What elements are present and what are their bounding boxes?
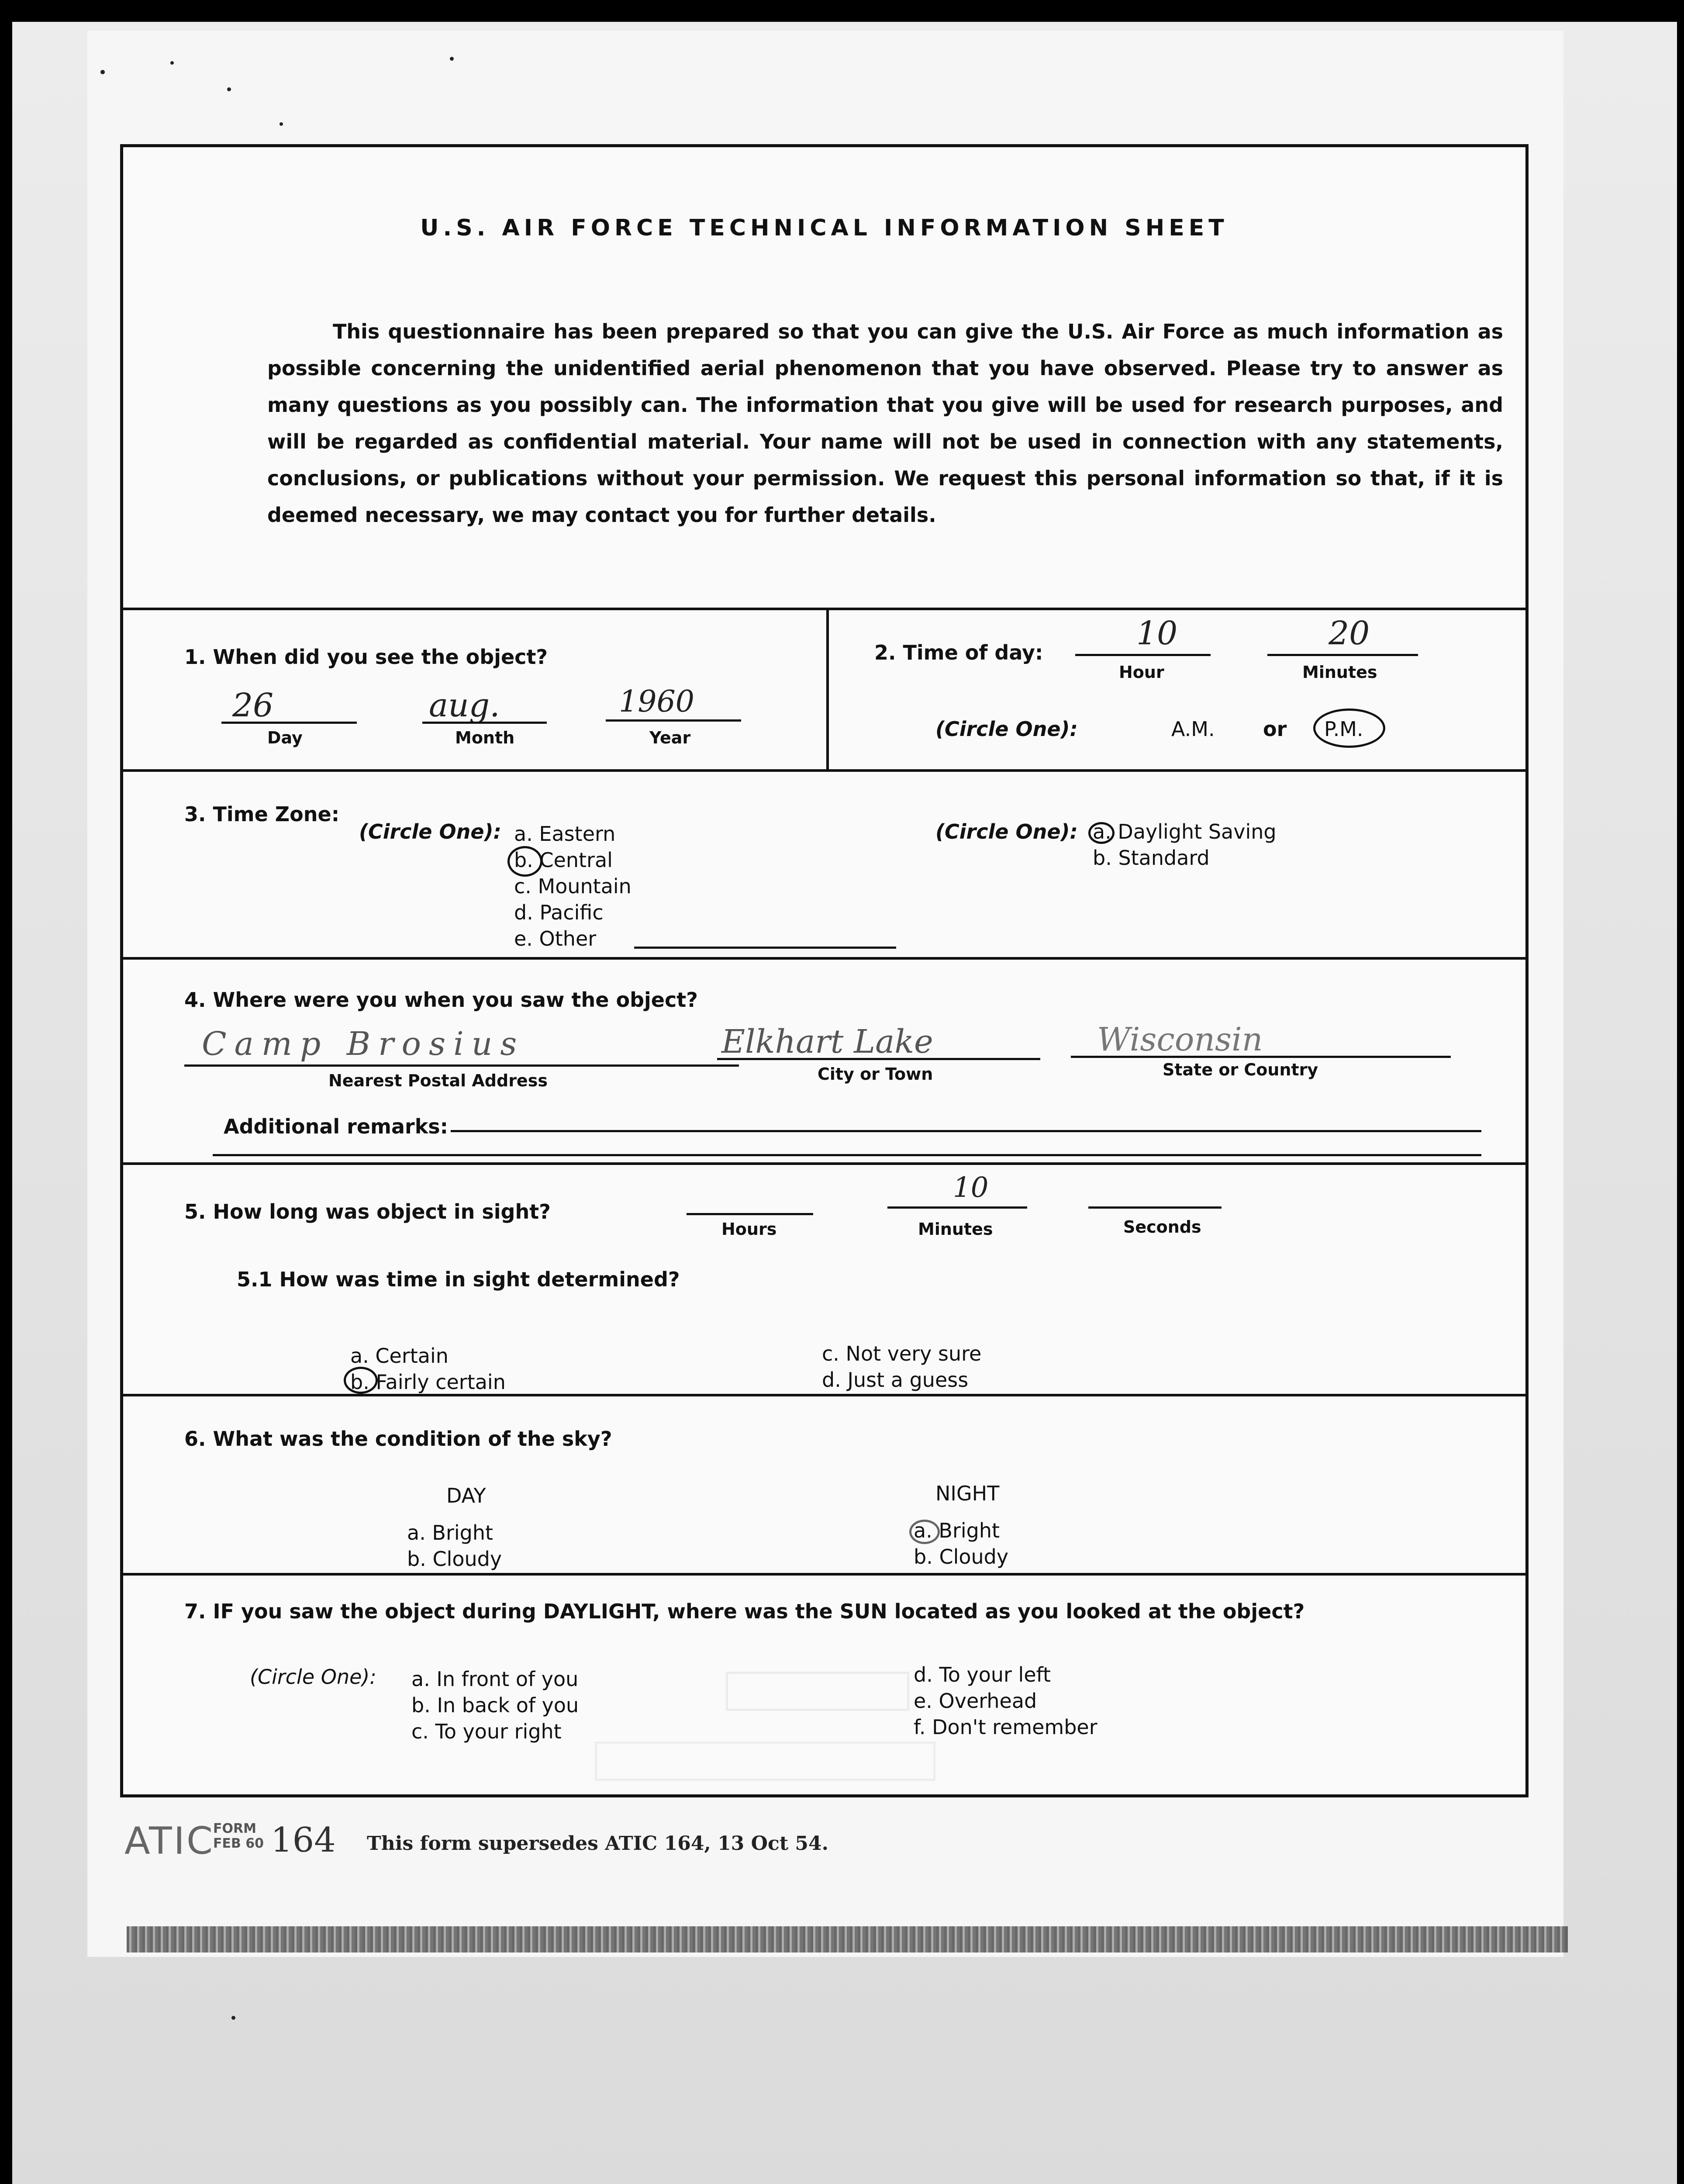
q4-remarks-line-1[interactable] — [451, 1130, 1481, 1132]
q1-year-line — [606, 719, 741, 722]
speck — [231, 2016, 235, 2020]
q2-hour-label: Hour — [1119, 663, 1164, 682]
q2-pm[interactable]: P.M. — [1324, 717, 1363, 741]
speck — [450, 57, 454, 61]
q6-question: 6. What was the condition of the sky? — [184, 1427, 612, 1451]
q3-circle-one: (Circle One): — [359, 820, 501, 843]
speck — [170, 61, 174, 65]
q4-remarks-label: Additional remarks: — [224, 1115, 449, 1138]
q6-section — [123, 1396, 1525, 1576]
q1-year-label: Year — [649, 728, 691, 747]
speck — [227, 87, 231, 91]
q1-day-value[interactable]: 26 — [232, 687, 274, 724]
q5-sub-question: 5.1 How was time in sight determined? — [237, 1268, 680, 1291]
q3-option-other[interactable]: e. Other — [514, 927, 597, 950]
speck — [100, 70, 105, 74]
q4-city-label: City or Town — [818, 1064, 933, 1084]
q5-section — [123, 1165, 1525, 1396]
q5-option-not-very-sure[interactable]: c. Not very sure — [822, 1342, 982, 1365]
q7-option-left[interactable]: d. To your left — [914, 1663, 1051, 1686]
q7-section — [123, 1576, 1525, 1800]
q5-seconds-line — [1088, 1206, 1222, 1209]
divider — [826, 610, 829, 769]
q3-circle-one-2: (Circle One): — [935, 820, 1078, 843]
fairly-certain-circle-mark — [344, 1367, 378, 1394]
footer-form-label — [213, 1821, 264, 1851]
intro-paragraph: This questionnaire has been prepared so that you can give the U.S. Air Force as much information as possible concerning the unidentified aerial phenomenon that you have observed. Please try to answer as many questions as you possibly can. The information that you give will be used for research purposes, and will be regarded as confidential material. Your name will not be used in connection with any statements, conclusions, or publications without your permission. We request this personal information so that, if it is deemed necessary, we may contact you for further details. — [267, 320, 1503, 527]
form-title: U.S. AIR FORCE TECHNICAL INFORMATION SHEET — [420, 215, 1228, 241]
q5-option-fairly-certain[interactable]: b. Fairly certain — [350, 1370, 506, 1394]
q5-question: 5. How long was object in sight? — [184, 1200, 551, 1223]
footer-form-date: FEB 60 — [213, 1836, 264, 1851]
q6-night-bright[interactable]: a. Bright — [914, 1519, 1000, 1542]
form-border — [120, 144, 1529, 1797]
faint-stamp — [726, 1672, 909, 1711]
q2-minutes-value[interactable]: 20 — [1329, 615, 1370, 652]
footer-form-word: FORM — [213, 1821, 256, 1836]
faint-stamp — [595, 1742, 935, 1781]
q4-address-line — [184, 1064, 739, 1067]
q3-option-central[interactable]: b. Central — [514, 848, 613, 872]
q3-option-pacific[interactable]: d. Pacific — [514, 901, 604, 924]
q1-year-value[interactable]: 1960 — [619, 684, 695, 719]
q2-minutes-label: Minutes — [1302, 663, 1377, 682]
q4-city-line — [717, 1058, 1040, 1060]
pm-circle-mark — [1313, 708, 1385, 748]
q6-day-heading: DAY — [446, 1484, 486, 1507]
q2-circle-one: (Circle One): — [935, 717, 1078, 741]
footer-atic: ATIC — [124, 1819, 215, 1863]
q6-day-cloudy[interactable]: b. Cloudy — [407, 1547, 502, 1571]
q5-minutes-value[interactable]: 10 — [953, 1171, 989, 1204]
q6-night-heading: NIGHT — [935, 1482, 1000, 1505]
q4-city-value[interactable]: Elkhart Lake — [721, 1023, 933, 1061]
q4-section — [123, 960, 1525, 1165]
q7-option-front[interactable]: a. In front of you — [411, 1667, 579, 1691]
q2-am[interactable]: A.M. — [1171, 717, 1215, 741]
q5-minutes-line — [887, 1206, 1027, 1209]
q4-state-label: State or Country — [1163, 1060, 1318, 1079]
q7-option-overhead[interactable]: e. Overhead — [914, 1689, 1037, 1713]
speck — [280, 122, 283, 126]
q5-seconds-label: Seconds — [1123, 1217, 1201, 1237]
q2-or: or — [1263, 717, 1287, 741]
q5-hours-label: Hours — [721, 1220, 777, 1239]
q3-option-standard[interactable]: b. Standard — [1093, 846, 1210, 870]
footer-supersedes: This form supersedes ATIC 164, 13 Oct 54. — [367, 1832, 828, 1855]
q4-state-value[interactable]: Wisconsin — [1097, 1021, 1263, 1058]
q5-hours-line — [687, 1213, 813, 1215]
q7-option-right[interactable]: c. To your right — [411, 1720, 562, 1743]
q1-month-label: Month — [455, 728, 515, 747]
night-bright-circle-mark — [909, 1520, 940, 1544]
q6-night-cloudy[interactable]: b. Cloudy — [914, 1545, 1009, 1569]
q7-option-dont-remember[interactable]: f. Don't remember — [914, 1715, 1097, 1739]
q2-minutes-line — [1267, 654, 1418, 656]
q3-option-daylight-saving[interactable]: a. Daylight Saving — [1093, 820, 1277, 843]
central-circle-mark — [507, 846, 542, 877]
q5-option-certain[interactable]: a. Certain — [350, 1344, 449, 1368]
q3-option-eastern[interactable]: a. Eastern — [514, 822, 616, 846]
q2-hour-value[interactable]: 10 — [1136, 615, 1178, 652]
q4-question: 4. Where were you when you saw the object? — [184, 988, 698, 1012]
q2-hour-line — [1075, 654, 1211, 656]
header-section — [123, 147, 1525, 610]
q1-month-value[interactable]: aug. — [429, 687, 500, 724]
q1-question: 1. When did you see the object? — [184, 645, 548, 669]
q4-state-line — [1071, 1056, 1451, 1058]
sheet-edge — [127, 1926, 1568, 1952]
footer-form-number: 164 — [271, 1821, 336, 1860]
q5-option-just-a-guess[interactable]: d. Just a guess — [822, 1368, 969, 1392]
q1-month-line — [422, 722, 547, 724]
q3-option-mountain[interactable]: c. Mountain — [514, 874, 632, 898]
q1-q2-section — [123, 610, 1525, 772]
q5-minutes-label: Minutes — [918, 1220, 993, 1239]
q4-address-value[interactable]: Camp Brosius — [202, 1025, 525, 1063]
q2-question: 2. Time of day: — [874, 641, 1043, 664]
q7-circle-one: (Circle One): — [250, 1665, 376, 1689]
q7-option-back[interactable]: b. In back of you — [411, 1693, 579, 1717]
q7-question: 7. IF you saw the object during DAYLIGHT, where was the SUN located as you looked at the object? — [184, 1600, 1305, 1623]
q3-other-line — [634, 947, 896, 949]
q4-address-label: Nearest Postal Address — [328, 1071, 548, 1090]
q1-day-line — [221, 722, 357, 724]
q3-section — [123, 772, 1525, 960]
q3-question: 3. Time Zone: — [184, 802, 340, 826]
daylight-circle-mark — [1088, 822, 1115, 844]
q4-remarks-line-2[interactable] — [213, 1154, 1481, 1156]
q6-day-bright[interactable]: a. Bright — [407, 1521, 493, 1545]
q1-day-label: Day — [267, 728, 303, 747]
